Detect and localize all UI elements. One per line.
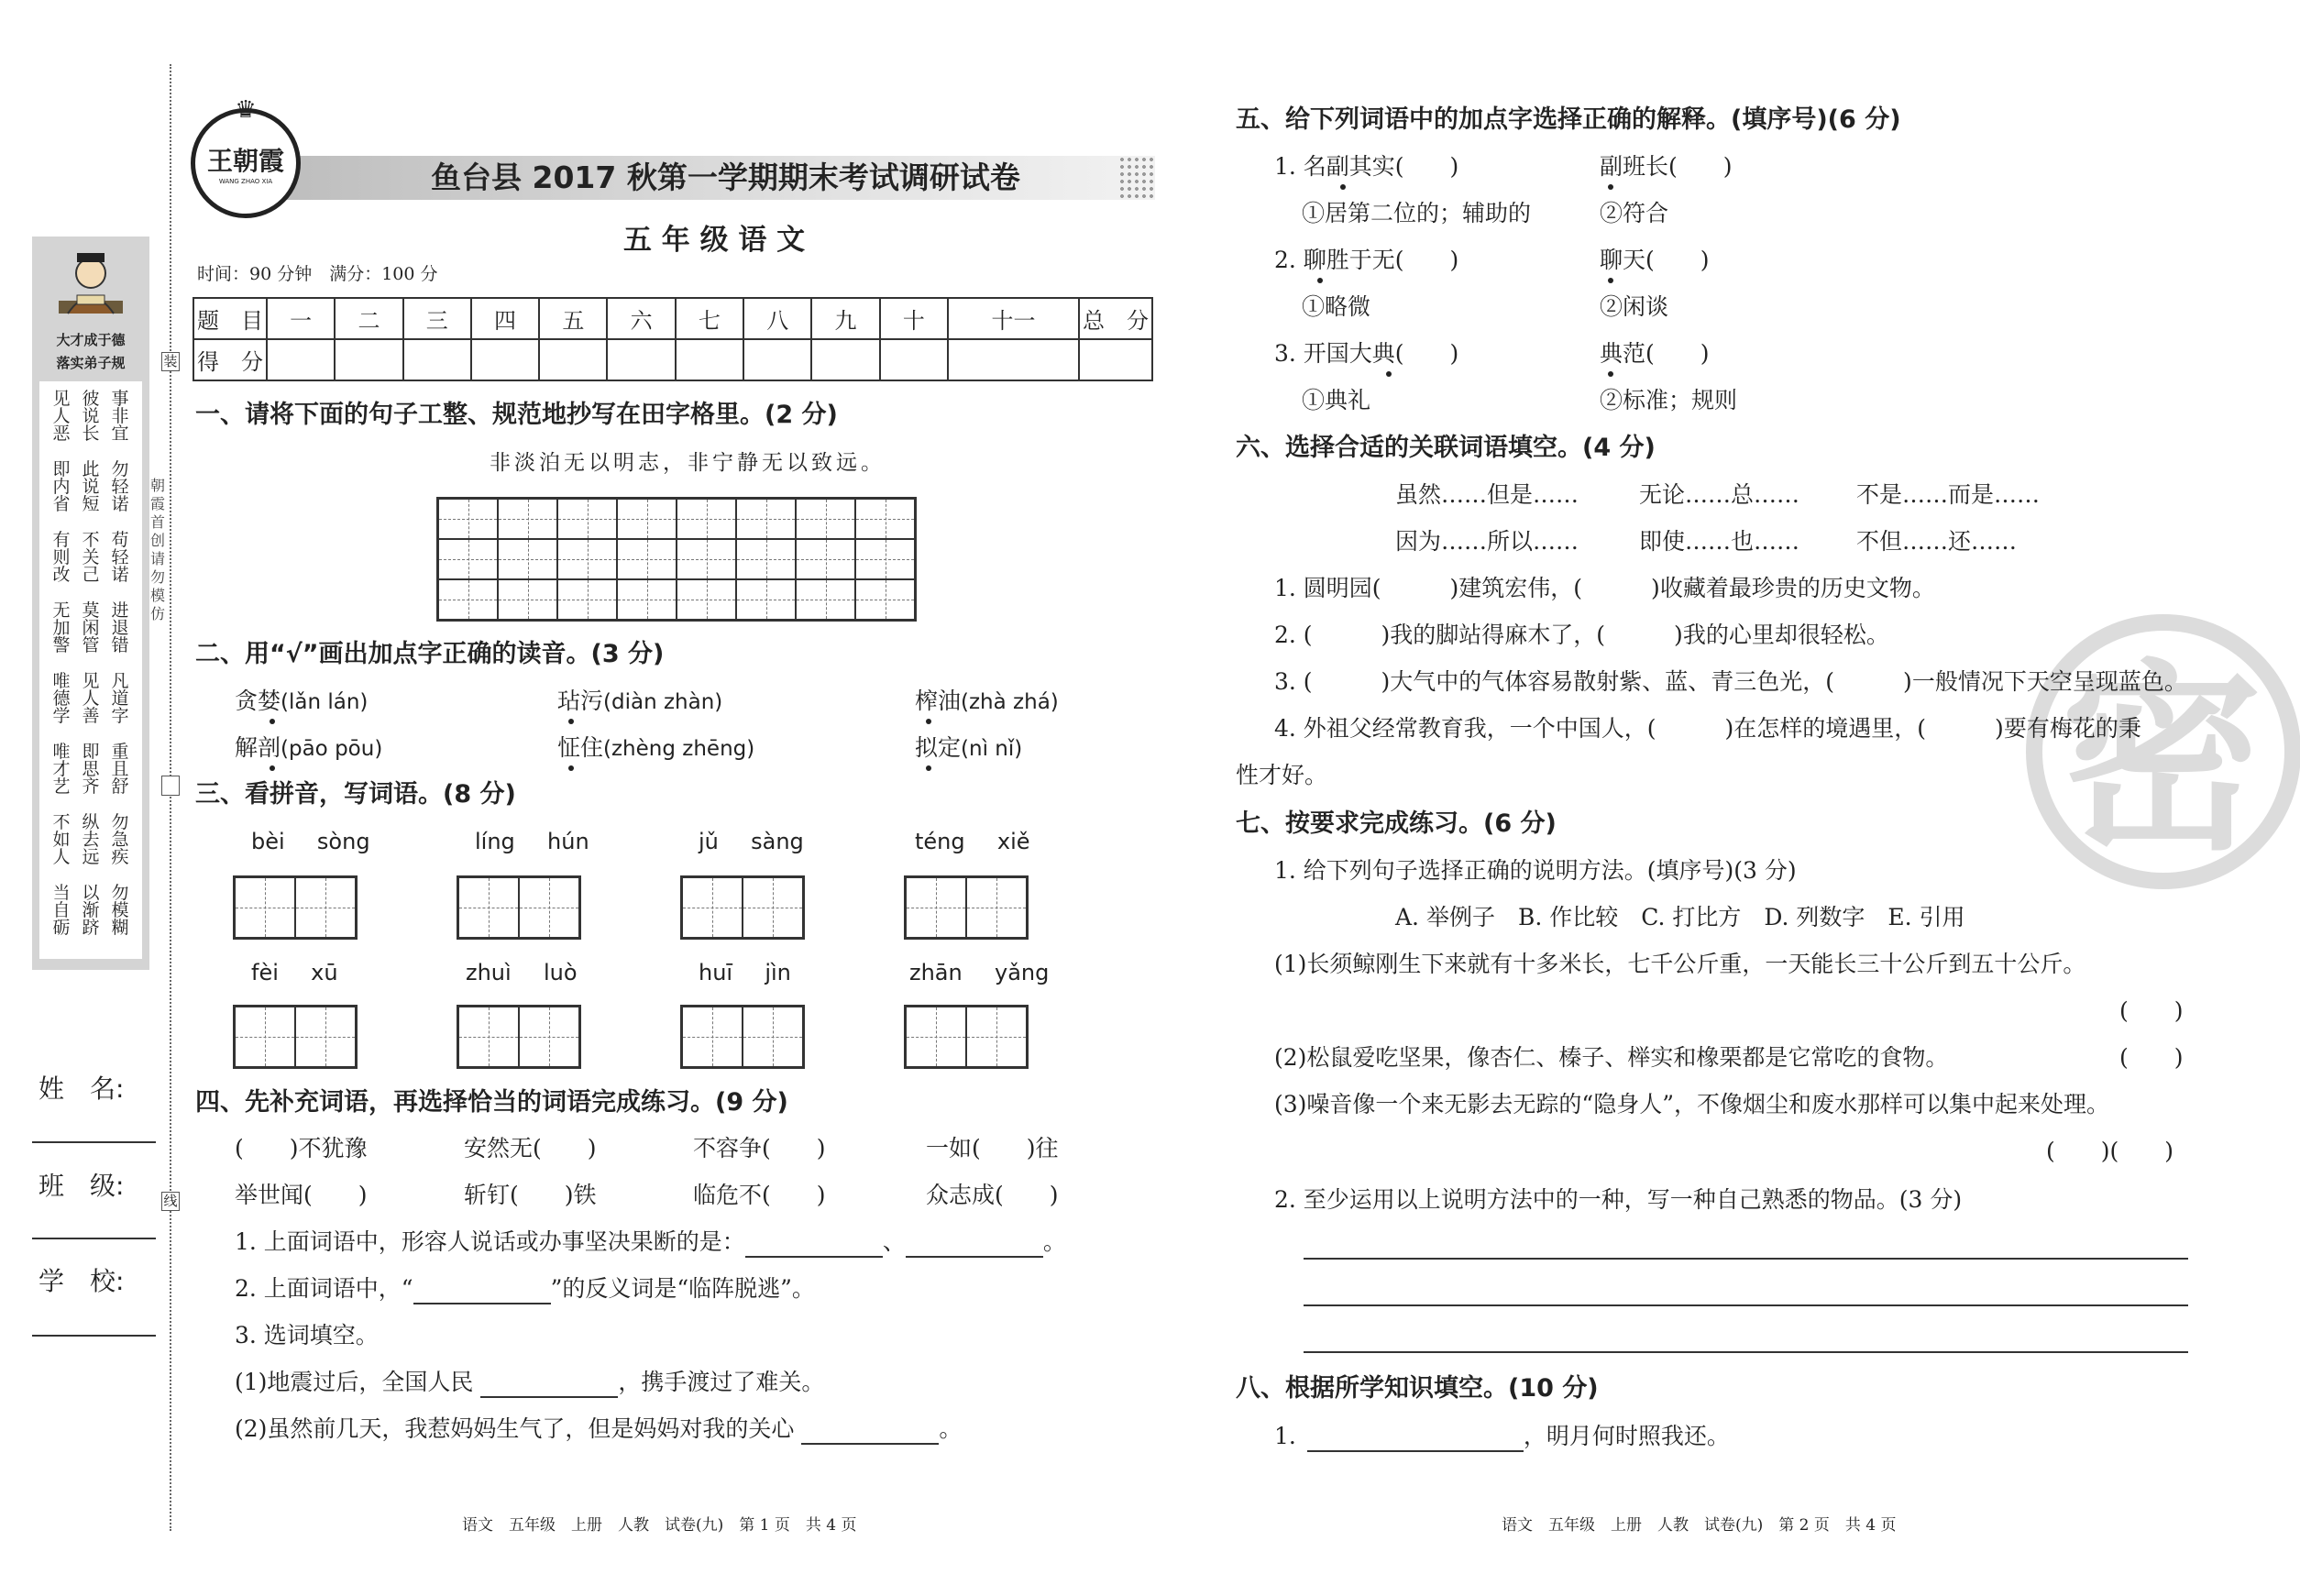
- proverb: 勿模糊: [111, 883, 129, 938]
- pron-item[interactable]: [235, 686, 368, 718]
- pron-word: 玷污: [557, 688, 604, 714]
- score-col: 八: [743, 298, 811, 339]
- s5-item[interactable]: 副班长( ): [1600, 153, 1733, 180]
- emphasis-dot: [1608, 278, 1613, 283]
- proverb: 当自砺: [52, 883, 71, 938]
- write-box[interactable]: [233, 875, 358, 940]
- proverb: 事非宜: [111, 389, 129, 444]
- proverb: 见人恶: [52, 389, 71, 444]
- score-col: 一: [267, 298, 335, 339]
- proverb: 莫闲管: [82, 600, 100, 655]
- proverb: 苟轻诺: [111, 530, 129, 585]
- pinyin-label: zhuì luò: [466, 960, 578, 985]
- pinyin-label: bèi sòng: [251, 829, 370, 854]
- answer-line[interactable]: [801, 1421, 939, 1445]
- section-3-title: 三、看拼音，写词语。(8 分): [195, 780, 516, 809]
- s7-answer-1[interactable]: ( ): [2119, 997, 2184, 1024]
- s5-item[interactable]: 聊天( ): [1600, 247, 1710, 273]
- proverb: 凡道字: [111, 671, 129, 726]
- score-col: 六: [607, 298, 675, 339]
- emphasis-dot: [270, 719, 275, 724]
- s8-q1-text: ，明月何时照我还。: [1523, 1423, 1730, 1449]
- s4-q1-end: 。: [1042, 1228, 1066, 1255]
- pron-options: (zhèng zhēng): [603, 737, 755, 761]
- school-label: 学 校:: [39, 1266, 125, 1296]
- emphasis-dot: [568, 765, 574, 771]
- proverb: 不如人: [52, 812, 71, 867]
- s5-item[interactable]: 典范( ): [1600, 340, 1710, 367]
- s4-q1-sep: 、: [882, 1228, 906, 1255]
- proverb-box: [39, 381, 142, 959]
- write-box[interactable]: [904, 875, 1029, 940]
- write-box[interactable]: [233, 1005, 358, 1069]
- s7-answer-3[interactable]: ( )( ): [2046, 1138, 2174, 1164]
- method-options: A. 举例子 B. 作比较 C. 打比方 D. 列数字 E. 引用: [1395, 904, 1965, 930]
- section-2-title: 二、用“√”画出加点字正确的读音。(3 分): [195, 640, 665, 668]
- score-cell[interactable]: [267, 339, 335, 380]
- answer-line[interactable]: [745, 1234, 883, 1258]
- answer-line[interactable]: [906, 1234, 1043, 1258]
- score-col: 四: [471, 298, 539, 339]
- conj-option: 不是……而是……: [1856, 481, 2041, 508]
- score-row-label: 得 分: [193, 339, 267, 380]
- writing-line[interactable]: [1304, 1351, 2188, 1353]
- write-box[interactable]: [457, 875, 581, 940]
- pron-word: 解剖: [235, 734, 281, 761]
- class-field[interactable]: [32, 1238, 156, 1239]
- s4-q2-end: ”的反义词是“临阵脱逃”。: [550, 1275, 815, 1302]
- s5-item[interactable]: 2. 聊胜于无( ): [1274, 247, 1459, 273]
- brand-name: 王朝霞: [206, 146, 284, 176]
- s7-sentence-2: (2)松鼠爱吃坚果，像杏仁、榛子、榉实和橡栗都是它常吃的食物。: [1274, 1044, 1949, 1071]
- answer-line[interactable]: [1307, 1428, 1524, 1452]
- writing-line[interactable]: [1304, 1304, 2188, 1306]
- section-4-title: 四、先补充词语，再选择恰当的词语完成练习。(9 分): [195, 1088, 788, 1117]
- brand-crown-icon: ♛: [235, 96, 257, 124]
- pinyin-label: zhān yǎng: [909, 960, 1050, 985]
- score-col: 五: [539, 298, 607, 339]
- section-5-title: 五、给下列词语中的加点字选择正确的解释。(填序号)(6 分): [1236, 105, 1901, 134]
- section-8-title: 八、根据所学知识填空。(10 分): [1236, 1374, 1599, 1403]
- proverb: 唯德学: [52, 671, 71, 726]
- pinyin-label: líng hún: [475, 829, 589, 854]
- score-table: [193, 297, 1153, 381]
- binding-note: 朝霞首创 请勿模仿: [149, 477, 181, 622]
- s5-option: ①居第二位的；辅助的: [1302, 200, 1532, 226]
- s5-option: ②符合: [1600, 200, 1669, 226]
- idiom-blank[interactable]: 临危不( ): [693, 1182, 826, 1208]
- answer-line[interactable]: [480, 1374, 618, 1398]
- s4-q3: 3. 选词填空。: [235, 1322, 379, 1348]
- section-1-title: 一、请将下面的句子工整、规范地抄写在田字格里。(2 分): [195, 401, 838, 429]
- score-cell[interactable]: [471, 339, 539, 380]
- pron-word: 拟定: [915, 734, 962, 761]
- emphasis-dot: [568, 719, 574, 724]
- emphasis-dot: [1340, 184, 1346, 190]
- emphasis-dot: [926, 765, 931, 771]
- s5-option: ②闲谈: [1600, 293, 1669, 320]
- emphasis-dot: [1317, 278, 1323, 283]
- section-7-title: 七、按要求完成练习。(6 分): [1236, 809, 1557, 838]
- emphasis-dot: [270, 765, 275, 771]
- pinyin-label: fèi xū: [251, 960, 338, 985]
- writing-line[interactable]: [1304, 1258, 2188, 1260]
- emphasis-dot: [1608, 184, 1613, 190]
- s6-q4[interactable]: 4. 外祖父经常教育我，一个中国人，( )在怎样的境遇里，( )要有梅花的秉: [1274, 715, 2141, 742]
- pron-item[interactable]: [915, 732, 1022, 765]
- pinyin-label: téng xiě: [915, 829, 1030, 854]
- score-col: 十: [880, 298, 948, 339]
- watermark-seal: [2026, 614, 2300, 889]
- binding-mark-top: 装: [161, 352, 180, 371]
- motto-line-1: 大才成于德: [56, 332, 126, 348]
- motto-panel: [32, 237, 149, 970]
- s4-q2: [235, 1273, 815, 1304]
- s5-option: ②标准；规则: [1600, 387, 1738, 413]
- score-col: 三: [403, 298, 471, 339]
- answer-line[interactable]: [413, 1281, 551, 1304]
- school-field[interactable]: [32, 1335, 156, 1337]
- binding-mark-mid: [161, 776, 180, 796]
- s6-q2[interactable]: 2. ( )我的脚站得麻木了，( )我的心里却很轻松。: [1274, 622, 1889, 648]
- s8-q1-num: 1.: [1274, 1423, 1296, 1449]
- emphasis-dot: [1608, 371, 1613, 377]
- copy-sentence: 非淡泊无以明志，非宁静无以致远。: [490, 451, 886, 475]
- class-label: 班 级:: [39, 1171, 125, 1201]
- score-cell[interactable]: [539, 339, 607, 380]
- idiom-blank[interactable]: 一如( )往: [926, 1135, 1059, 1161]
- score-header-row: [193, 298, 1152, 339]
- score-cell[interactable]: [743, 339, 811, 380]
- emphasis-dot: [1386, 371, 1392, 377]
- proverb: 不关己: [82, 530, 100, 585]
- s4-q3-2-end: 。: [939, 1415, 963, 1442]
- s7-sentence-3: (3)噪音像一个来无影去无踪的“隐身人”，不像烟尘和废水那样可以集中起来处理。: [1274, 1091, 2109, 1117]
- s7-q2: 2. 至少运用以上说明方法中的一种，写一种自己熟悉的物品。(3 分): [1274, 1186, 1963, 1213]
- name-field[interactable]: [32, 1141, 156, 1143]
- proverb: 勿轻诺: [111, 459, 129, 514]
- s4-q3-1: [235, 1367, 824, 1398]
- idiom-blank[interactable]: 安然无( ): [464, 1135, 597, 1161]
- idiom-blank[interactable]: 斩钉( )铁: [464, 1182, 597, 1208]
- s6-q1[interactable]: 1. 圆明园( )建筑宏伟，( )收藏着最珍贵的历史文物。: [1274, 575, 1935, 601]
- footer-left: 语文 五年级 上册 人教 试卷(九) 第 1 页 共 4 页: [462, 1516, 857, 1535]
- idiom-blank[interactable]: 不容争( ): [693, 1135, 826, 1161]
- scholar-figure: [39, 244, 142, 325]
- score-cell[interactable]: [335, 339, 402, 380]
- s8-q1: [1274, 1421, 1730, 1452]
- watermark-text: 密: [2061, 640, 2263, 877]
- score-cell[interactable]: [403, 339, 471, 380]
- proverb: 重且舒: [111, 742, 129, 797]
- s5-option: ①略微: [1302, 293, 1371, 320]
- idiom-blank[interactable]: 众志成( ): [926, 1182, 1059, 1208]
- idiom-blank[interactable]: ( )不犹豫: [235, 1135, 368, 1161]
- motto-line-2: 落实弟子规: [56, 355, 126, 371]
- pinyin-label: jǔ sàng: [699, 829, 804, 854]
- pron-options: (lǎn lán): [281, 690, 369, 714]
- proverb: 进退错: [111, 600, 129, 655]
- title-banner-dots: [1118, 156, 1155, 200]
- score-cell[interactable]: [948, 339, 1079, 380]
- proverb: 无加警: [52, 600, 71, 655]
- s7-q1: 1. 给下列句子选择正确的说明方法。(填序号)(3 分): [1274, 857, 1797, 884]
- s4-q3-2: [235, 1414, 962, 1445]
- subject-title: 五 年 级 语 文: [623, 224, 806, 257]
- brand-sub: WANG ZHAO XIA: [218, 178, 273, 185]
- proverb: 此说短: [82, 459, 100, 514]
- pron-item[interactable]: [915, 686, 1059, 718]
- pron-options: (pāo pōu): [281, 737, 383, 761]
- pron-word: 榨油: [915, 688, 962, 714]
- tianzige-grid[interactable]: [436, 497, 917, 622]
- s5-option: ①典礼: [1302, 387, 1371, 413]
- pron-options: (zhà zhá): [961, 690, 1059, 714]
- score-value-row: [193, 339, 1152, 380]
- exam-meta: 时间：90 分钟 满分：100 分: [197, 264, 438, 284]
- s4-q3-2-text: (2)虽然前几天，我惹妈妈生气了，但是妈妈对我的关心: [235, 1415, 795, 1442]
- binding-line: [170, 64, 171, 1531]
- write-box[interactable]: [904, 1005, 1029, 1069]
- score-cell[interactable]: [607, 339, 675, 380]
- write-box[interactable]: [457, 1005, 581, 1069]
- pron-options: (diàn zhàn): [603, 690, 723, 714]
- proverb: 即内省: [52, 459, 71, 514]
- s4-q1-text: 1. 上面词语中，形容人说话或办事坚决果断的是：: [235, 1228, 745, 1255]
- score-col: 十一: [948, 298, 1079, 339]
- proverb: 有则改: [52, 530, 71, 585]
- write-box[interactable]: [680, 875, 805, 940]
- conj-option: 不但……还……: [1856, 528, 2018, 555]
- footer-right: 语文 五年级 上册 人教 试卷(九) 第 2 页 共 4 页: [1502, 1516, 1897, 1535]
- proverb: 彼说长: [82, 389, 100, 444]
- conj-option: 无论……总……: [1639, 481, 1800, 508]
- conj-option: 即使……也……: [1639, 528, 1800, 555]
- exam-title: 鱼台县 2017 秋第一学期期末考试调研试卷: [431, 160, 1020, 195]
- pron-options: (nì nǐ): [961, 737, 1023, 761]
- emphasis-dot: [926, 719, 931, 724]
- proverb: 以渐跻: [82, 883, 100, 938]
- s6-q4-cont: 性才好。: [1236, 762, 1328, 788]
- binding-mark-bottom: 线: [161, 1192, 180, 1211]
- pron-item[interactable]: [557, 686, 722, 718]
- s4-q1: [235, 1227, 1066, 1258]
- score-cell[interactable]: [880, 339, 948, 380]
- proverb: 唯才艺: [52, 742, 71, 797]
- s4-q3-1-end: ，携手渡过了难关。: [618, 1369, 825, 1395]
- score-col: 九: [811, 298, 879, 339]
- score-col: 总 分: [1079, 298, 1152, 339]
- write-box[interactable]: [680, 1005, 805, 1069]
- pron-item[interactable]: [235, 732, 382, 765]
- score-cell[interactable]: [676, 339, 743, 380]
- s4-q2-text: 2. 上面词语中，“: [235, 1275, 413, 1302]
- section-6-title: 六、选择合适的关联词语填空。(4 分): [1236, 434, 1656, 462]
- brand-logo: [191, 96, 301, 218]
- s5-item[interactable]: 1. 名副其实( ): [1274, 153, 1459, 180]
- proverb: 见人善: [82, 671, 100, 726]
- s7-sentence-1: (1)长须鲸刚生下来就有十多米长，七千公斤重，一天能长三十公斤到五十公斤。: [1274, 951, 2086, 977]
- score-cell[interactable]: [1079, 339, 1152, 380]
- proverb: 勿急疾: [111, 812, 129, 867]
- name-label: 姓 名:: [39, 1073, 125, 1104]
- idiom-blank[interactable]: 举世闻( ): [235, 1182, 368, 1208]
- s6-q3[interactable]: 3. ( )大气中的气体容易散射紫、蓝、青三色光，( )一般情况下天空呈现蓝色。: [1274, 668, 2187, 695]
- s7-answer-2[interactable]: ( ): [2119, 1044, 2184, 1071]
- pron-word: 怔住: [557, 734, 604, 761]
- conj-option: 虽然……但是……: [1395, 481, 1579, 508]
- s4-q3-1-text: (1)地震过后，全国人民: [235, 1369, 474, 1395]
- score-cell[interactable]: [811, 339, 879, 380]
- pron-word: 贪婪: [235, 688, 281, 714]
- score-col: 二: [335, 298, 402, 339]
- s5-item[interactable]: 3. 开国大典( ): [1274, 340, 1459, 367]
- pron-item[interactable]: [557, 732, 754, 765]
- score-col: 题 目: [193, 298, 267, 339]
- proverb: 即思齐: [82, 742, 100, 797]
- pinyin-label: huī jìn: [699, 960, 791, 985]
- proverb: 纵去远: [82, 812, 100, 867]
- score-col: 七: [676, 298, 743, 339]
- conj-option: 因为……所以……: [1395, 528, 1579, 555]
